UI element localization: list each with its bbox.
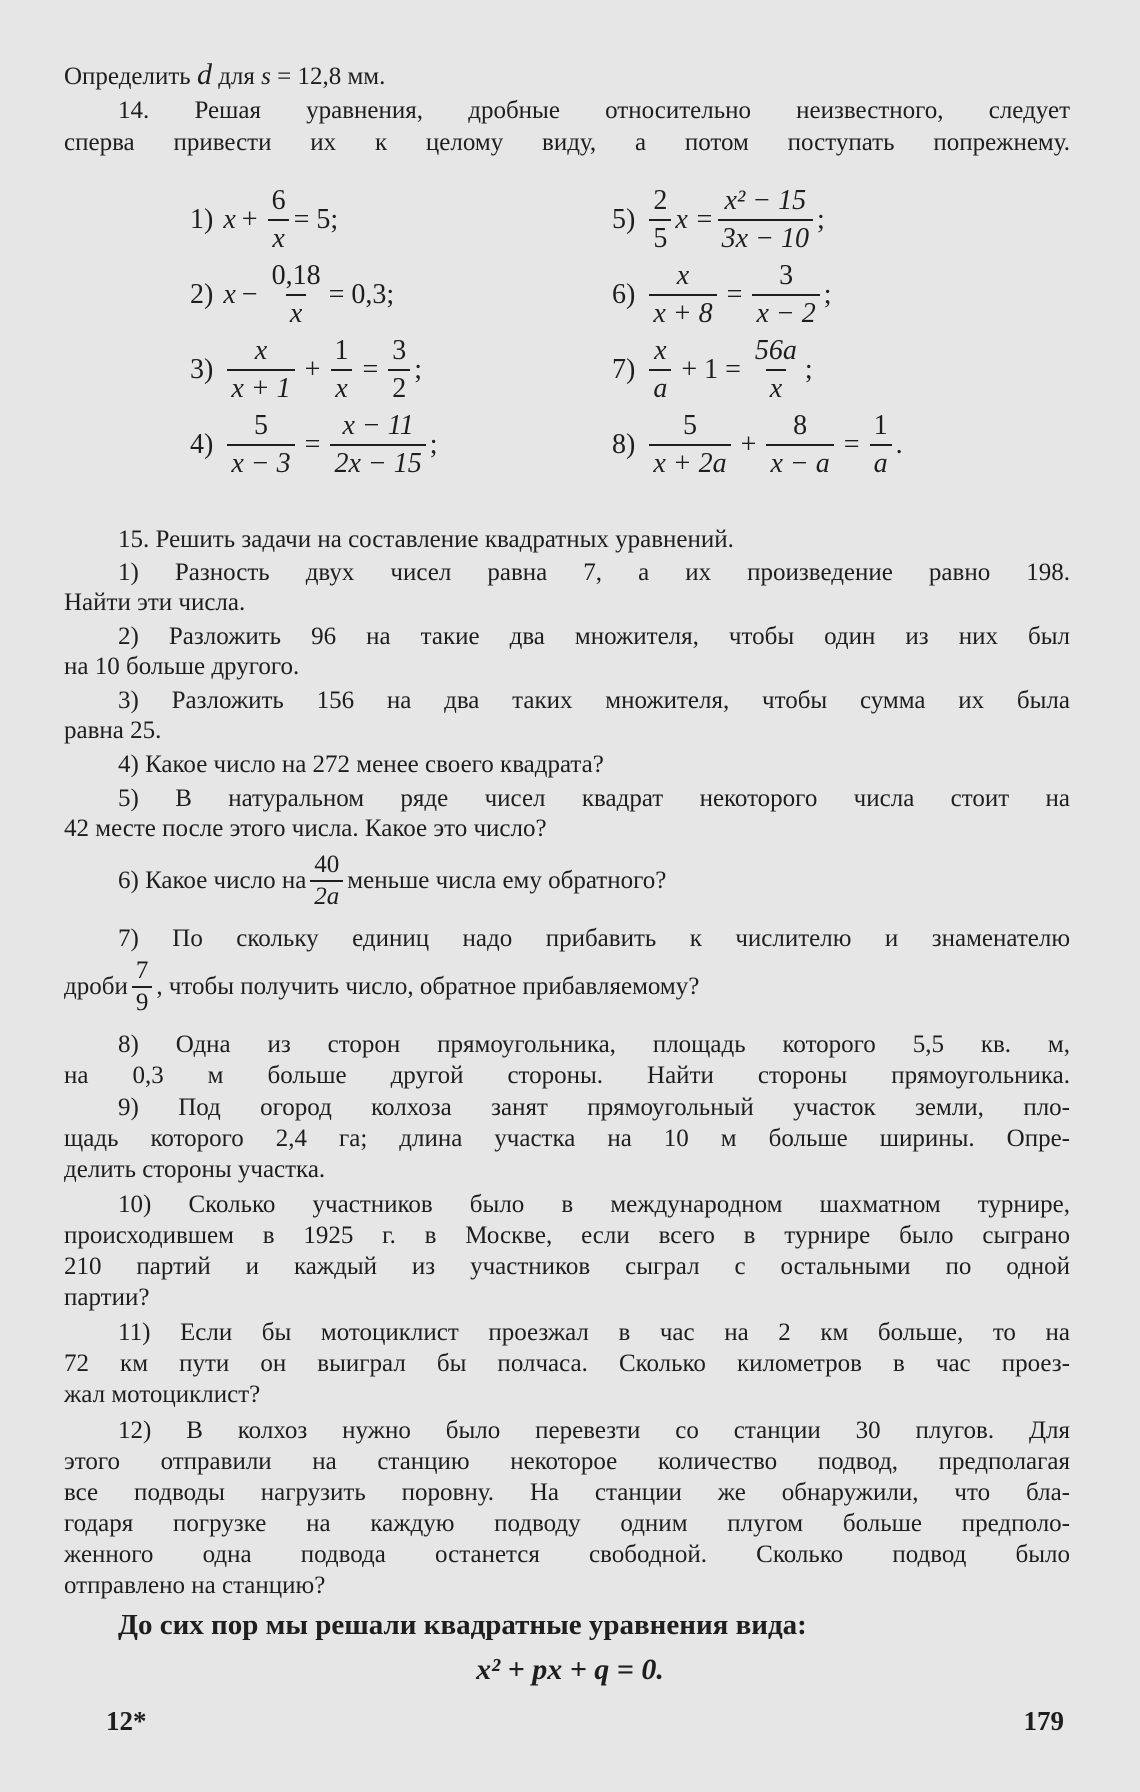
fraction: $\frac{0,18}{x}$ — [271, 260, 321, 329]
top-mid: для — [211, 63, 262, 90]
task-5-line1: 5) В натуральном ряде чисел квадрат некоторого числа стоит на — [118, 785, 1070, 812]
eq-label: 7) — [612, 354, 636, 385]
closing-line: До сих пор мы решали квадратные уравнения вида: — [118, 1609, 807, 1641]
task-9-line3: делить стороны участка. — [64, 1156, 326, 1183]
eq-label: 2) — [190, 279, 214, 310]
task-1-line1: 1) Разность двух чисел равна 7, а их произведение равно 198. — [118, 559, 1070, 586]
eq-term: x — [223, 204, 236, 235]
fraction: $\frac{8}{x - a}$ — [766, 410, 833, 480]
var-d: d — [196, 58, 212, 91]
top-pre: Определить — [64, 63, 197, 90]
signature-mark: 12* — [106, 1706, 147, 1736]
eq-end: ; — [823, 279, 832, 310]
eq-op: = — [304, 429, 321, 460]
fraction: $\frac{1}{a}$ — [870, 410, 892, 480]
equation-5 — [612, 185, 825, 255]
task-3-line1: 3) Разложить 156 на два таких множителя, чтобы сумма их была — [118, 687, 1070, 714]
p14-line1: 14. Решая уравнения, дробные относительно неизвестного, следует — [118, 97, 1070, 124]
fraction: $\frac{x - 11}{2x - 15}$ — [330, 410, 425, 480]
eq-op: + — [241, 204, 258, 235]
equation-1 — [190, 185, 338, 255]
task-7-post: , чтобы получить число, обратное прибавляемому? — [156, 973, 700, 1000]
eq-label: 5) — [612, 204, 636, 235]
var-s: s — [261, 63, 271, 90]
task-11-line3: жал мотоциклист? — [64, 1381, 261, 1408]
fraction: $\frac{2}{5}$ — [649, 185, 671, 255]
task-7-line1: 7) По скольку единиц надо прибавить к числителю и знаменателю — [118, 925, 1070, 952]
task-10-line3: 210 партий и каждый из участников сыграл с остальными по одной — [64, 1253, 1070, 1280]
equation-8 — [612, 410, 903, 480]
task-10-line2: происходившем в 1925 г. в Москве, если всего в турнире было сыграно — [64, 1222, 1070, 1249]
eq-rhs: = 0,3; — [328, 279, 395, 310]
fraction: $\frac{40}{2a}$ — [310, 852, 343, 910]
task-5-line2: 42 месте после этого числа. Какое это число? — [64, 815, 547, 842]
task-9-line2: щадь которого 2,4 га; длина участка на 10 м больше ширины. Опре- — [64, 1125, 1070, 1152]
task-12-line2: этого отправили на станцию некоторое количество подвод, предполагая — [64, 1448, 1070, 1475]
task-6 — [64, 852, 1070, 910]
eq-op: = — [843, 429, 860, 460]
eq-op: + 1 = — [681, 354, 741, 385]
task-3-line2: равна 25. — [64, 717, 162, 744]
page-number: 179 — [1023, 1706, 1064, 1736]
fraction: $\frac{3}{2}$ — [388, 335, 410, 405]
task-8-line1: 8) Одна из сторон прямоугольника, площадь которого 5,5 кв. м, — [118, 1031, 1070, 1058]
task-8-line2: на 0,3 м больше другой стороны. Найти стороны прямоугольника. — [64, 1062, 1070, 1089]
task-12-line4: годаря погрузке на каждую подводу одним плугом больше предполо- — [64, 1510, 1070, 1537]
closing-formula: x² + px + q = 0. — [476, 1653, 664, 1686]
p14-line2: сперва привести их к целому виду, а потом поступать попрежнему. — [64, 129, 1070, 156]
eq-end: ; — [816, 204, 825, 235]
eq-rhs: = 5; — [293, 204, 339, 235]
eq-label: 8) — [612, 429, 636, 460]
eq-op: − — [241, 279, 258, 310]
task-6-post: меньше числа ему обратного? — [347, 867, 667, 894]
eq-term: x = — [675, 204, 714, 235]
top-rest: = 12,8 мм. — [270, 63, 386, 90]
eq-op: + — [304, 354, 321, 385]
equation-4 — [190, 410, 438, 480]
equation-7 — [612, 335, 813, 405]
fraction: $\frac{1}{x}$ — [330, 335, 352, 405]
task-10-line4: партии? — [64, 1284, 150, 1311]
fraction: $\frac{5}{x + 2a}$ — [649, 410, 730, 480]
task-7-line2 — [64, 958, 1070, 1016]
eq-label: 6) — [612, 279, 636, 310]
eq-end: ; — [429, 429, 438, 460]
task-12-line1: 12) В колхоз нужно было перевезти со станции 30 плугов. Для — [118, 1417, 1070, 1444]
equation-3 — [190, 335, 422, 405]
eq-op: + — [740, 429, 757, 460]
p15-heading: 15. Решить задачи на составление квадратных уравнений. — [118, 526, 734, 553]
task-10-line1: 10) Сколько участников было в международном шахматном турнире, — [118, 1191, 1070, 1218]
top-line — [64, 60, 1070, 92]
eq-end: . — [895, 429, 903, 460]
task-12-line5: женного одна подвода останется свободной. Сколько подвод было — [64, 1541, 1070, 1568]
task-11-line1: 11) Если бы мотоциклист проезжал в час на 2 км больше, то на — [118, 1319, 1070, 1346]
task-4: 4) Какое число на 272 менее своего квадрата? — [118, 751, 604, 778]
fraction: $\frac{3}{x - 2}$ — [752, 260, 819, 330]
equation-6 — [612, 260, 832, 330]
task-12-line3: все подводы нагрузить поровну. На станции же обнаружили, что бла- — [64, 1479, 1070, 1506]
fraction: $\frac{x}{x + 8}$ — [649, 260, 716, 330]
task-1-line2: Найти эти числа. — [64, 589, 246, 616]
fraction: $\frac{x}{a}$ — [649, 335, 671, 405]
fraction: $\frac{\text{x² − 15}}{3x - 10}$ — [718, 185, 813, 255]
task-11-line2: 72 км пути он выиграл бы полчаса. Сколько километров в час проез- — [64, 1350, 1070, 1377]
eq-end: ; — [414, 354, 423, 385]
fraction: $\frac{7}{9}$ — [132, 958, 153, 1016]
fraction: $\frac{56a}{x}$ — [754, 335, 797, 404]
eq-term: x — [223, 279, 236, 310]
task-6-pre: 6) Какое число на — [118, 867, 307, 894]
task-2-line2: на 10 больше другого. — [64, 653, 300, 680]
eq-label: 4) — [190, 429, 214, 460]
eq-label: 1) — [190, 204, 214, 235]
eq-label: 3) — [190, 354, 214, 385]
eq-end: ; — [804, 354, 813, 385]
eq-op: = — [362, 354, 379, 385]
task-9-line1: 9) Под огород колхоза занят прямоугольный участок земли, пло- — [118, 1094, 1070, 1121]
fraction: $\frac{5}{x - 3}$ — [227, 410, 294, 480]
eq-op: = — [726, 279, 743, 310]
equation-2 — [190, 260, 394, 330]
task-12-line6: отправлено на станцию? — [64, 1572, 326, 1599]
task-7-pre: дроби — [64, 973, 128, 1000]
task-2-line1: 2) Разложить 96 на такие два множителя, чтобы один из них был — [118, 623, 1070, 650]
fraction: $\frac{x}{x + 1}$ — [227, 335, 294, 405]
fraction: $\frac{6}{x}$ — [268, 185, 290, 255]
